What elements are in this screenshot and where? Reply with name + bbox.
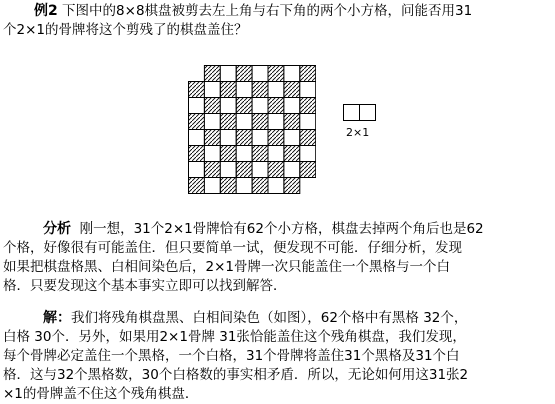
board-cell-white xyxy=(268,82,284,98)
board-cell-white xyxy=(284,98,300,114)
board-cell-white xyxy=(284,162,300,178)
analysis-text-3: 如果把棋盘格黑、白相间染色后，2×1骨牌一次只能盖住一个黑格与一个白 xyxy=(3,259,450,275)
board-cell-hatched xyxy=(284,146,300,162)
board-cell-white xyxy=(252,66,268,82)
board-cell-white xyxy=(204,82,220,98)
board-cell-hatched xyxy=(300,98,316,114)
board-cell-white xyxy=(268,178,284,194)
board-cell-white xyxy=(204,114,220,130)
domino-label: 2×1 xyxy=(346,126,370,139)
board-cell-hatched xyxy=(268,162,284,178)
analysis-line-4 xyxy=(3,278,287,294)
board-cell-white xyxy=(236,146,252,162)
board-cell-hatched xyxy=(268,98,284,114)
board-cell-white xyxy=(284,130,300,146)
board-cell-hatched xyxy=(220,178,236,194)
solution-line-4 xyxy=(3,367,468,383)
board-cell-hatched xyxy=(189,82,205,98)
board-cell-hatched xyxy=(284,82,300,98)
board-cell-white xyxy=(220,66,236,82)
solution-text-5: ×1的骨牌盖不住这个残角棋盘． xyxy=(3,386,199,402)
analysis-line-3 xyxy=(3,259,450,275)
board-cell-white xyxy=(189,98,205,114)
board-cell-white xyxy=(236,114,252,130)
board-cell-hatched xyxy=(236,130,252,146)
board-cell-hatched xyxy=(220,114,236,130)
board-cell-hatched xyxy=(268,66,284,82)
board-cell-hatched xyxy=(189,114,205,130)
analysis-line-1 xyxy=(43,221,484,237)
analysis-text-4: 格．只要发现这个基本事实立即可以找到解答． xyxy=(3,278,287,294)
board-cell-hatched xyxy=(204,98,220,114)
solution-label: 解： xyxy=(43,310,71,326)
board-cell-white xyxy=(204,146,220,162)
board-cell-hatched xyxy=(220,146,236,162)
board-cell-white xyxy=(268,146,284,162)
board-cell-white xyxy=(252,130,268,146)
analysis-text-2: 个格，好像很有可能盖住．但只要简单一试，便发现不可能．仔细分析，发现 xyxy=(3,240,462,256)
solution-line-2 xyxy=(3,329,466,345)
problem-line-2 xyxy=(3,22,248,38)
board-cell-white xyxy=(220,162,236,178)
solution-line-3 xyxy=(3,348,460,364)
board-cell-hatched xyxy=(284,178,300,194)
board-cell-white xyxy=(284,66,300,82)
board-cell-white xyxy=(236,178,252,194)
board-cell-hatched xyxy=(252,146,268,162)
board-cell-hatched xyxy=(252,114,268,130)
board-cell-hatched xyxy=(252,82,268,98)
domino-figure xyxy=(343,104,377,126)
solution-text-2: 白格 30个．另外，如果用2×1骨牌 31张恰能盖住这个残角棋盘，我们发现， xyxy=(3,329,466,345)
board-cell-hatched xyxy=(268,130,284,146)
board-cell-hatched xyxy=(300,130,316,146)
board-cell-white xyxy=(236,82,252,98)
board-cell-white xyxy=(252,98,268,114)
board-cell-white xyxy=(300,82,316,98)
analysis-label: 分析 xyxy=(43,221,71,237)
solution-line-1 xyxy=(43,310,467,326)
board-cell-hatched xyxy=(204,130,220,146)
problem-text-2: 个2×1的骨牌将这个剪残了的棋盘盖住？ xyxy=(3,22,248,38)
board-cell-hatched xyxy=(189,178,205,194)
board-cell-hatched xyxy=(236,162,252,178)
board-cell-hatched xyxy=(204,66,220,82)
board-cell-hatched xyxy=(300,66,316,82)
board-cell-white xyxy=(268,114,284,130)
chessboard-figure xyxy=(188,65,316,194)
analysis-line-2 xyxy=(3,240,462,256)
board-cell-hatched xyxy=(189,146,205,162)
solution-text-4: 格．这与32个黑格数，30个白格数的事实相矛盾．所以，无论如何用这31张2 xyxy=(3,367,469,383)
analysis-text-1: 刚一想，31个2×1骨牌恰有62个小方格，棋盘去掉两个角后也是62 xyxy=(79,221,484,237)
problem-line-1 xyxy=(34,3,472,19)
problem-label: 例2 xyxy=(34,3,58,19)
board-cell-white xyxy=(300,146,316,162)
solution-text-1: 我们将残角棋盘黑、白相间染色（如图），62个格中有黑格 32个， xyxy=(71,310,468,326)
board-cell-white xyxy=(220,130,236,146)
solution-line-5 xyxy=(3,386,198,402)
board-cell-hatched xyxy=(204,162,220,178)
solution-text-3: 每个骨牌必定盖住一个黑格，一个白格，31个骨牌将盖住31个黑格及31个白 xyxy=(3,348,460,364)
board-cell-hatched xyxy=(220,82,236,98)
board-cell-white xyxy=(189,130,205,146)
board-cell-white xyxy=(189,162,205,178)
board-cell-white xyxy=(300,114,316,130)
board-cell-hatched xyxy=(284,114,300,130)
board-cell-hatched xyxy=(236,98,252,114)
board-cell-white xyxy=(252,162,268,178)
board-cell-hatched xyxy=(236,66,252,82)
problem-text-1: 下图中的8×8棋盘被剪去左上角与右下角的两个小方格，问能否用31 xyxy=(62,3,473,19)
board-cell-hatched xyxy=(300,162,316,178)
board-cell-white xyxy=(220,98,236,114)
board-cell-white xyxy=(204,178,220,194)
board-cell-hatched xyxy=(252,178,268,194)
